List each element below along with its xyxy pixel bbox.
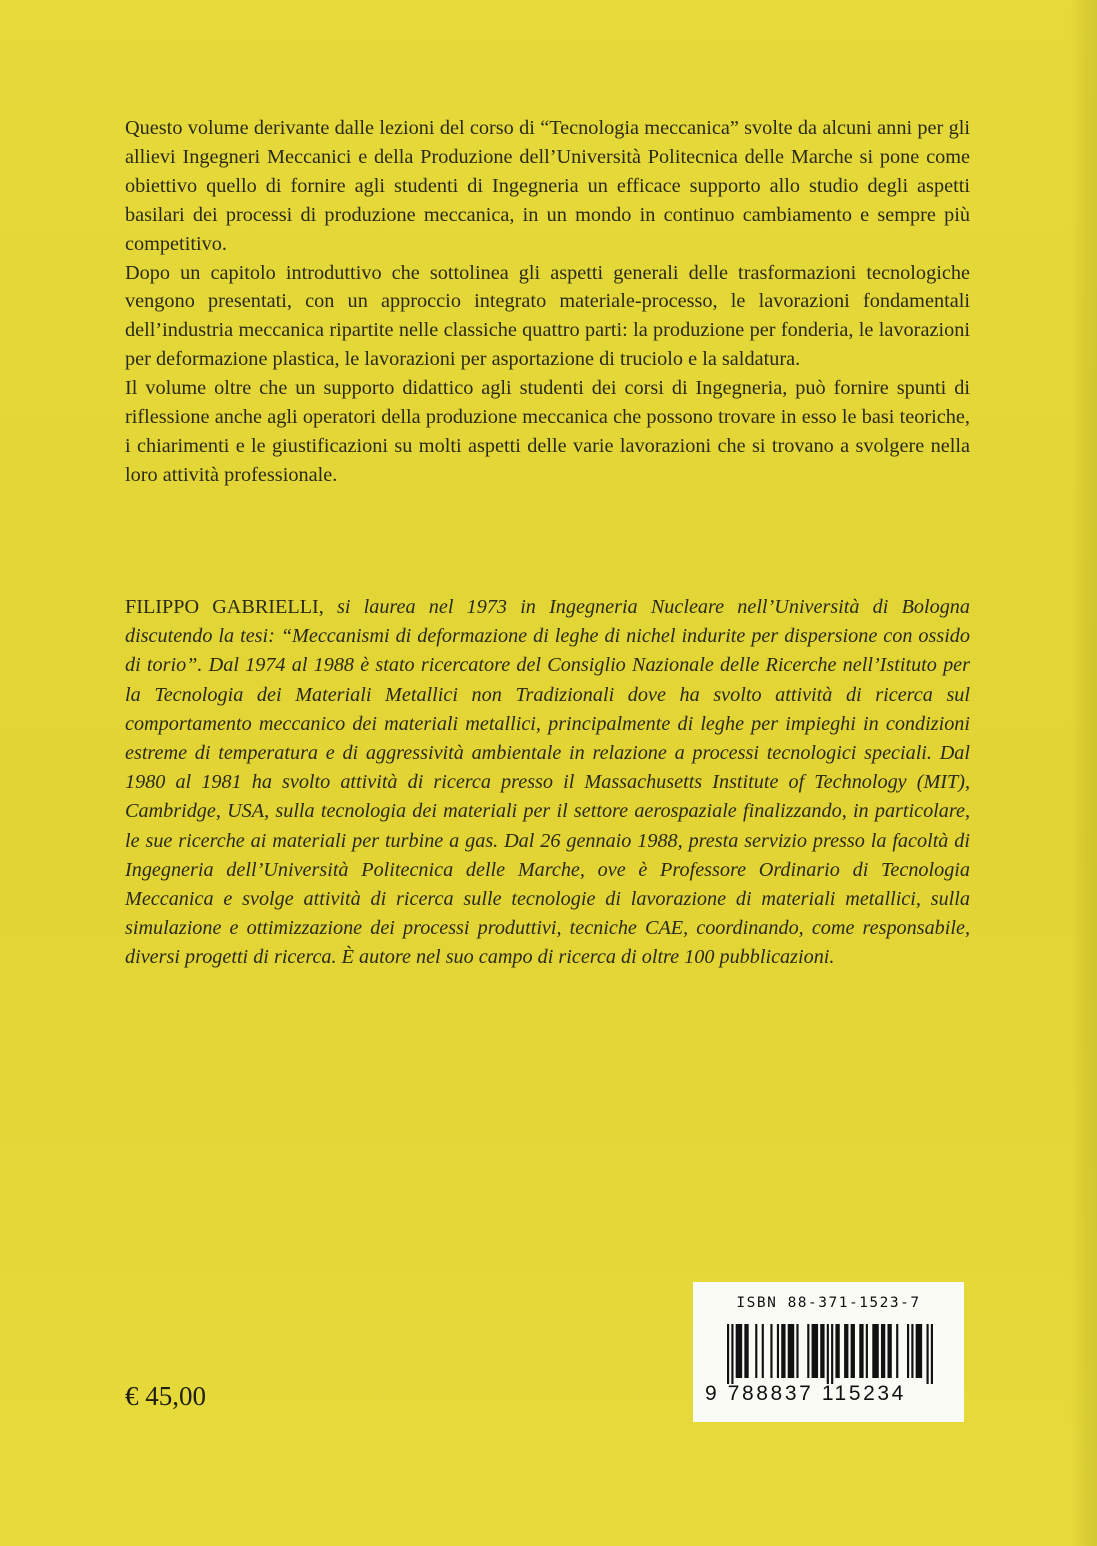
barcode-bar: [796, 1324, 798, 1378]
book-description: [125, 114, 970, 490]
barcode-bar: [887, 1324, 891, 1378]
barcode-guard-bar: [926, 1324, 928, 1384]
isbn-text: ISBN 88-371-1523-7: [736, 1295, 921, 1311]
author-bio-text: si laurea nel 1973 in Ingegneria Nucleare nell’Università di Bologna discutendo la tesi: “Meccanismi di deformazione di leghe di nichel indurite per dispersione con ossido di torio”. Dal 1974 al 1988 è stato ricercatore del Consiglio Nazionale delle Ricerche nell’Istituto per la Tecnologia dei Materiali Metallici non Tradizionali dove ha svolto attività di ricerca sul comportamento meccanico dei materiali metallici, principalmente di leghe per impieghi in condizioni estreme di temperatura e di aggressività ambientale in relazione a processi tecnologici speciali. Dal 1980 al 1981 ha svolto attività di ricerca presso il Massachusetts Institute of Technology (MIT), Cambridge, USA, sulla tecnologia dei materiali per il settore aerospaziale finalizzando, in particolare, le sue ricerche ai materiali per turbine a gas. Dal 26 gennaio 1988, presta servizio presso la facoltà di Ingegneria dell’Università Politecnica delle Marche, ove è Professore Ordinario di Tecnologia Meccanica e svolge attività di ricerca sulle tecnologie di lavorazione di materiali metallici, sulla simulazione e ottimizzazione dei processi produttivi, tecniche CAE, coordinando, come responsabile, diversi progetti di ricerca. È autore nel suo campo di ricerca di oltre 100 pubblicazioni.: [125, 596, 970, 969]
cover-spine-shadow: [1071, 0, 1097, 1546]
barcode-bar: [835, 1324, 839, 1378]
barcode-bar: [859, 1324, 863, 1378]
barcode-bar: [736, 1324, 743, 1378]
barcode-bar: [851, 1324, 855, 1378]
barcode-bar: [907, 1324, 909, 1378]
author-name: FILIPPO GABRIELLI,: [125, 596, 324, 618]
barcode-bar: [911, 1324, 913, 1378]
barcode-bar: [770, 1324, 772, 1378]
price-label: € 45,00: [125, 1381, 206, 1411]
barcode-bar: [844, 1324, 848, 1378]
barcode-bar: [812, 1324, 819, 1378]
barcode-bar: [744, 1324, 748, 1378]
barcode-guard-bar: [931, 1324, 933, 1384]
barcode-guard-bar: [727, 1324, 729, 1384]
barcode-guard-bar: [731, 1324, 733, 1384]
barcode-bar: [762, 1324, 764, 1378]
barcode-guard-bar: [827, 1324, 829, 1384]
description-paragraph-3: Il volume oltre che un supporto didattico agli studenti dei corsi di Ingegneria, può fornire spunti di riflessione anche agli operatori della produzione meccanica che possono trovare in esso le basi teoriche, i chiarimenti e le giustificazioni su molti aspetti delle varie lavorazioni che si trovano a svolgere nella loro attività professionale.: [125, 377, 970, 486]
ean-digits: 9 788837 115234: [705, 1382, 906, 1405]
barcode-bar: [755, 1324, 757, 1378]
barcode-bar: [807, 1324, 809, 1378]
barcode-label: [693, 1282, 964, 1422]
description-paragraph-2: Dopo un capitolo introduttivo che sottolinea gli aspetti generali delle trasformazioni tecnologiche vengono presentati, con un approccio integrato materiale-processo, le lavorazioni fondamentali dell’industria meccanica ripartite nelle classiche quattro parti: la produzione per fonderia, le lavorazioni per deformazione plastica, le lavorazioni per asportazione di truciolo e la saldatura.: [125, 261, 970, 371]
barcode-bar: [916, 1324, 923, 1378]
barcode-bar: [896, 1324, 898, 1378]
barcode-bar: [777, 1324, 779, 1378]
barcode-guard-bar: [831, 1324, 833, 1384]
barcode-bar: [788, 1324, 795, 1378]
author-bio: [125, 593, 970, 973]
description-paragraph-1: Questo volume derivante dalle lezioni del corso di “Tecnologia meccanica” svolte da alcuni anni per gli allievi Ingegneri Meccanici e della Produzione dell’Università Politecnica delle Marche si pone come obiettivo quello di fornire agli studenti di Ingegneria un efficace supporto allo studio degli aspetti basilari dei processi di produzione meccanica, in un mondo in continuo cambiamento e sempre più competitivo.: [125, 117, 970, 255]
barcode-bar: [820, 1324, 824, 1378]
ean-barcode: [727, 1324, 933, 1384]
barcode-bar: [781, 1324, 785, 1378]
barcode-bar: [866, 1324, 868, 1378]
barcode-bar: [872, 1324, 879, 1378]
barcode-bar: [881, 1324, 885, 1378]
